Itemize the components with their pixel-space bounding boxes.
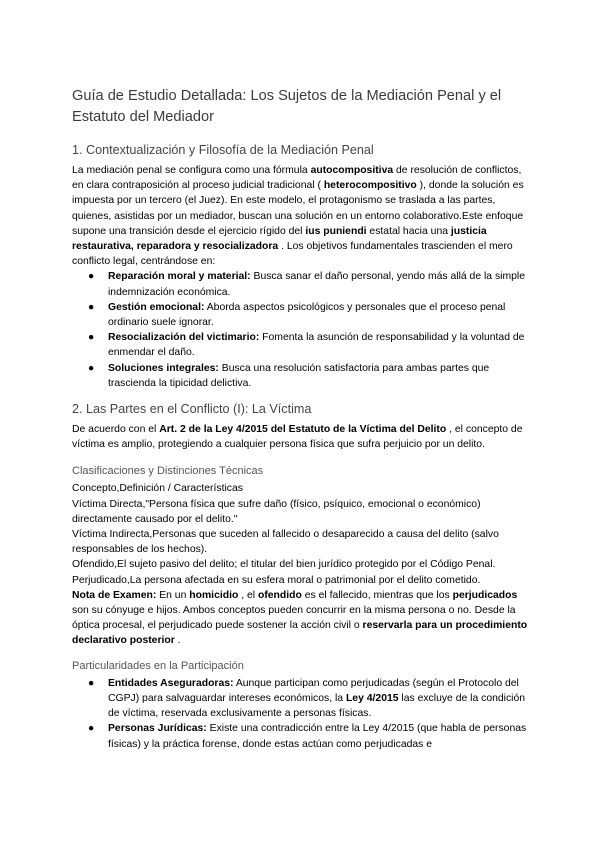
list-item-text: Busca una resolución satisfactoria para ambas partes que trascienda la tipicidad delictiva. xyxy=(108,362,490,389)
classification-line: Ofendido,El sujeto pasivo del delito; el titular del bien jurídico protegido por el Código Penal. xyxy=(72,559,496,571)
bold-term: reservarla para un procedimiento declarativo posterior xyxy=(72,620,528,647)
section-1-heading: 1. Contextualización y Filosofía de la Mediación Penal xyxy=(72,143,374,157)
list-item-label: Soluciones integrales: xyxy=(108,362,219,374)
subsection-participation-heading: Particularidades en la Participación xyxy=(72,659,244,672)
classification-line: Perjudicado,La persona afectada en su esfera moral o patrimonial por el delito cometido. xyxy=(72,574,481,586)
list-item xyxy=(72,676,528,722)
document-title: Guía de Estudio Detallada: Los Sujetos de la Mediación Penal y el Estatuto del Mediador xyxy=(72,88,502,125)
list-item-text: Busca sanar el daño personal, yendo más allá de la simple indemnización económica. xyxy=(108,271,525,298)
objectives-list xyxy=(72,269,528,391)
bold-term: heterocompositivo xyxy=(323,180,417,192)
list-item-label: Gestión emocional: xyxy=(108,301,205,313)
subsection-classifications-heading: Clasificaciones y Distinciones Técnicas xyxy=(72,465,264,478)
text-run: , el concepto de víctima es amplio, protegiendo a cualquier persona física que sufra perjuicio por un delito. xyxy=(72,424,523,451)
text-run: De acuerdo con el xyxy=(72,424,160,436)
list-item xyxy=(72,721,528,751)
list-item xyxy=(72,330,528,360)
text-run: es el fallecido, mientras que los xyxy=(301,589,453,601)
text-run: , el xyxy=(238,589,258,601)
list-item-label: Reparación moral y material: xyxy=(108,271,251,283)
list-item xyxy=(72,269,528,299)
bold-term: ius puniendi xyxy=(305,225,367,237)
section-2-intro-paragraph xyxy=(72,422,528,452)
bullet-icon: ● xyxy=(88,677,95,689)
bullet-icon: ● xyxy=(88,723,95,735)
section-1-intro-paragraph xyxy=(72,163,528,269)
list-item-text: las excluye de la condición de víctima, reservada exclusivamente a personas físicas. xyxy=(108,692,526,720)
classification-line: Concepto,Definición / Características xyxy=(72,483,243,495)
classification-line: Víctima Indirecta,Personas que suceden al fallecido o desaparecido a causa del delito (salvo responsables de los hechos). xyxy=(72,529,499,556)
exam-note-label: Nota de Examen: xyxy=(72,589,157,601)
participation-list xyxy=(72,676,528,752)
bold-term: ofendido xyxy=(257,589,302,601)
text-run: En un xyxy=(156,589,190,601)
list-item-label: Personas Jurídicas: xyxy=(108,723,207,735)
list-item xyxy=(72,361,528,391)
bold-term: perjudicados xyxy=(452,589,518,601)
bold-term: homicidio xyxy=(189,589,239,601)
bold-term: justicia restaurativa, reparadora y resocializadora xyxy=(72,225,487,253)
bold-term: Art. 2 de la Ley 4/2015 del Estatuto de la Víctima del Delito xyxy=(159,424,447,436)
text-run: ), donde la solución es impuesta por un tercero (el Juez). En este modelo, el protagonismo se traslada a las partes, quienes, asistidas por un mediador, buscan una solución en un entorno colaborativo.Este enfoque supone una transición desde el ejercicio rígido del xyxy=(72,180,524,237)
text-run: son su cónyuge e hijos. Ambos conceptos pueden concurrir en la misma persona o no. Desde la óptica procesal, el perjudicado puede sostener la acción civil o xyxy=(72,605,516,632)
bullet-icon: ● xyxy=(88,271,95,283)
text-run: La mediación penal se configura como una fórmula xyxy=(72,165,311,176)
classification-line: Víctima Directa,"Persona física que sufre daño (físico, psíquico, emocional o económico) directamente causado por el delito." xyxy=(72,498,481,525)
document-page xyxy=(72,86,528,752)
list-item-label: Entidades Aseguradoras: xyxy=(108,677,234,689)
text-run: . Los objetivos fundamentales trascienden el mero conflicto legal, centrándose en: xyxy=(72,241,513,268)
exam-note-paragraph xyxy=(72,588,528,649)
list-item-text: Aunque participan como perjudicadas (según el Protocolo del CGPJ) para salvaguardar intereses económicos, la xyxy=(108,677,519,704)
section-2-heading: 2. Las Partes en el Conflicto (I): La Víctima xyxy=(72,402,312,417)
text-run: de resolución de conflictos, en clara contraposición al proceso judicial tradicional ( xyxy=(72,165,522,192)
bold-term: autocompositiva xyxy=(310,165,394,176)
list-item xyxy=(72,300,528,330)
text-run: . xyxy=(174,635,181,647)
bullet-icon: ● xyxy=(88,301,95,313)
bold-term: Ley 4/2015 xyxy=(345,692,399,704)
bullet-icon: ● xyxy=(88,362,95,374)
list-item-text: Fomenta la asunción de responsabilidad y la voluntad de enmendar el daño. xyxy=(108,332,525,359)
list-item-text: Aborda aspectos psicológicos y personales que el proceso penal ordinario suele ignorar. xyxy=(108,301,506,329)
text-run: estatal hacia una xyxy=(366,225,451,237)
list-item-text: Existe una contradicción entre la Ley 4/2015 (que habla de personas físicas) y la práctica forense, donde estas actúan como perjudicadas e xyxy=(108,723,527,750)
list-item-label: Resocialización del victimario: xyxy=(108,332,260,344)
bullet-icon: ● xyxy=(88,332,95,344)
